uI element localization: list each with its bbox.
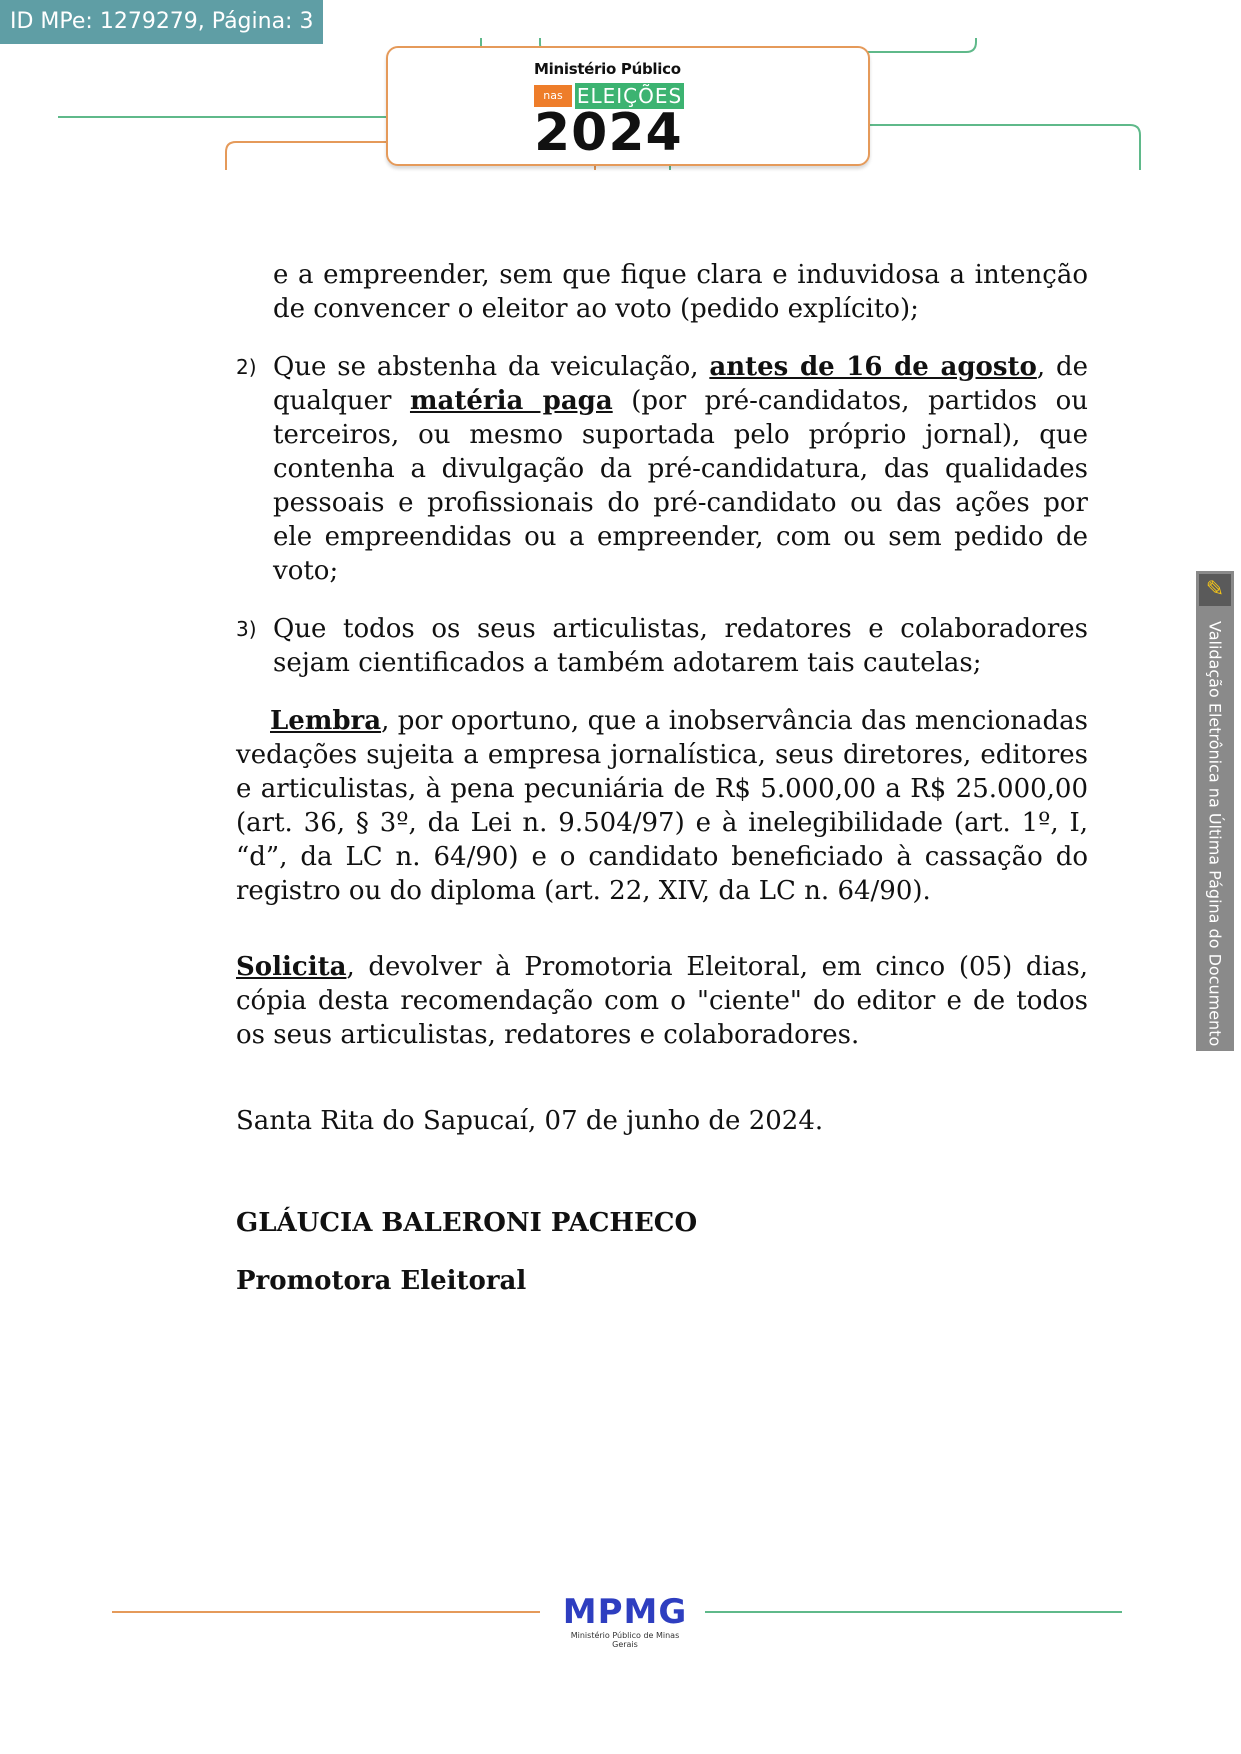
solicita-keyword: Solicita [236, 952, 347, 982]
logo-eleicoes-tag: ELEIÇÕES [576, 84, 683, 108]
item2-text-part2: , de qualquer [273, 352, 1088, 416]
item2-text-part3: (por pré-candidatos, partidos ou terceiros, ou mesmo suportada pelo próprio jornal), que contenha a divulgação da pré-candidatura, das qualidades pessoais e profissionais do pré-candidato ou das ações por ele empreendidas ou a empreender, com ou sem pedido de voto; [273, 386, 1089, 586]
logo-year: 2024 [534, 103, 683, 163]
validation-label: Validação Eletrônica na Última Página do Documento [1205, 621, 1225, 1047]
list-item-3 [236, 612, 1088, 680]
deadline-emphasis: antes de 16 de agosto [709, 352, 1037, 382]
list-item-2 [236, 350, 1088, 588]
signer-name: GLÁUCIA BALERONI PACHECO [236, 1208, 698, 1238]
electronic-validation-tab [1196, 571, 1234, 1051]
item3-text: Que todos os seus articulistas, redatores e colaboradores sejam cientificados a também adotarem tais cautelas; [273, 614, 1088, 678]
item2-text-part1: Que se abstenha da veiculação, [273, 352, 710, 382]
paid-content-emphasis: matéria paga [409, 386, 613, 416]
list-number: 3) [236, 617, 257, 641]
mpmg-logo-text: MPMG [562, 1592, 688, 1632]
elections-logo [386, 46, 870, 166]
date-line: Santa Rita do Sapucaí, 07 de junho de 2024. [236, 1106, 824, 1136]
lembra-keyword: Lembra [270, 706, 382, 736]
mpmg-logo-subtitle: Ministério Público de Minas Gerais [570, 1631, 680, 1649]
signer-role: Promotora Eleitoral [236, 1266, 527, 1296]
solicita-text: , devolver à Promotoria Eleitoral, em cinco (05) dias, cópia desta recomendação com o "ciente" do editor e de todos os seus articulistas, redatores e colaboradores. [236, 952, 1088, 1050]
lembra-paragraph [236, 704, 1088, 908]
logo-nas-tag: nas [534, 85, 572, 107]
lembra-text: , por oportuno, que a inobservância das mencionadas vedações sujeita a empresa jornalística, seus diretores, editores e articulistas, à pena pecuniária de R$ 5.000,00 a R$ 25.000,00 (art. 36, § 3º, da Lei n. 9.504/97) e à inelegibilidade (art. 1º, I, “d”, da LC n. 64/90) e o candidato beneficiado à cassação do registro ou do diploma (art. 22, XIV, da LC n. 64/90). [236, 706, 1088, 906]
logo-top-text: Ministério Público [534, 60, 681, 78]
document-body [236, 258, 1088, 1298]
pen-icon: ✎ [1199, 574, 1231, 606]
solicita-paragraph [236, 950, 1088, 1052]
continuation-paragraph: e a empreender, sem que fique clara e induvidosa a intenção de convencer o eleitor ao voto (pedido explícito); [273, 260, 1088, 324]
mpmg-logo [560, 1593, 690, 1649]
list-number: 2) [236, 355, 257, 379]
document-id-badge: ID MPe: 1279279, Página: 3 [0, 0, 323, 44]
